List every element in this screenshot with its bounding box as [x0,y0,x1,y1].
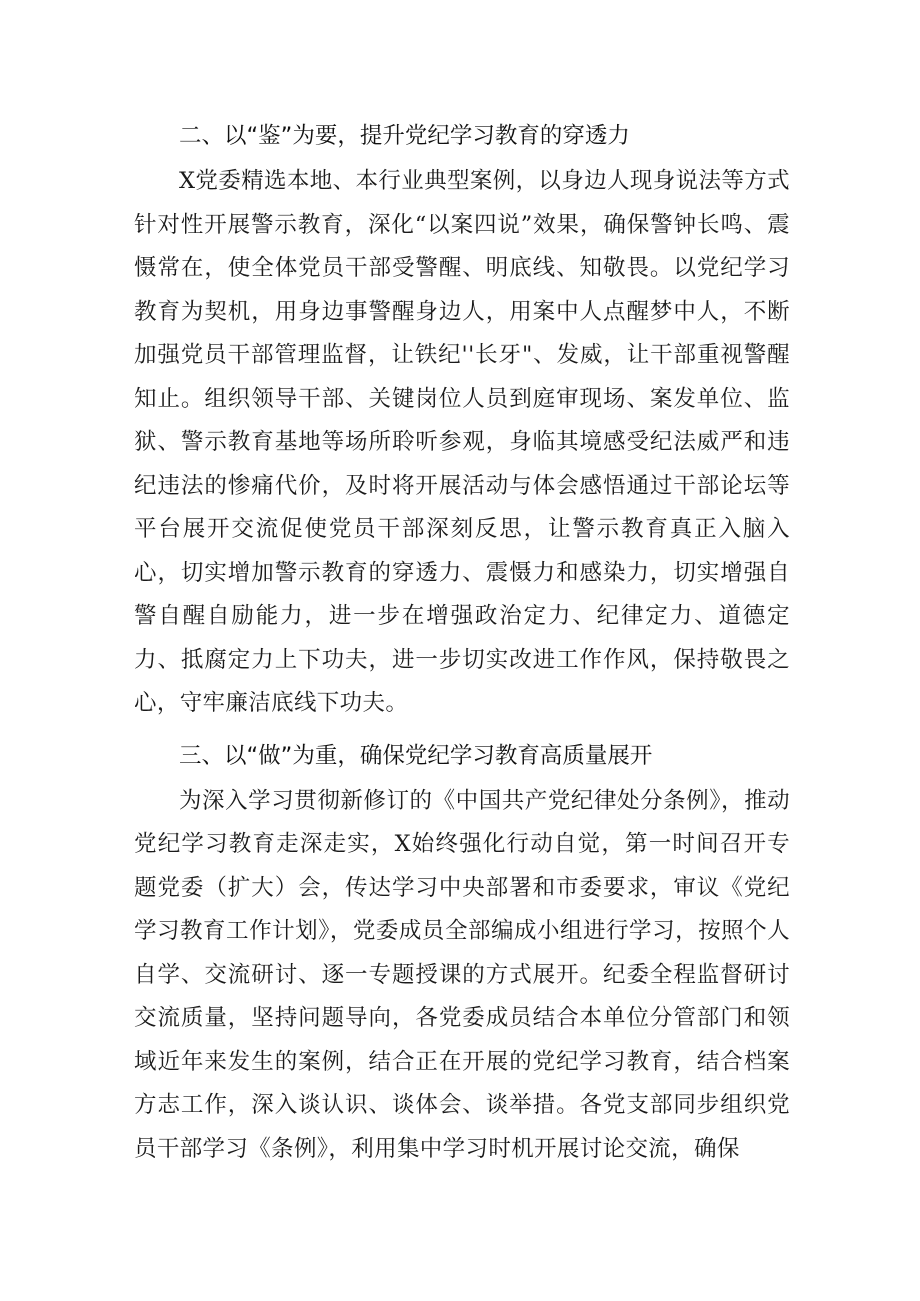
section-paragraph-3: 为深入学习贯彻新修订的《中国共产党纪律处分条例》，推动党纪学习教育走深走实，X始终强化行动自觉，第一时间召开专题党委（扩大）会，传达学习中央部署和市委要求，审议《党纪学习教育工作计划》，党委成员全部编成小组进行学习，按照个人自学、交流研讨、逐一专题授课的方式展开。纪委全程监督研讨交流质量，坚持问题导向，各党委成员结合本单位分管部门和领域近年来发生的案例，结合正在开展的党纪学习教育，结合档案方志工作，深入谈认识、谈体会、谈举措。各党支部同步组织党员干部学习《条例》，利用集中学习时机开展讨论交流，确保 [134,787,790,1162]
document-body [134,116,790,1171]
section-heading-2: 二、以“鉴”为要，提升党纪学习教育的穿透力 [179,123,630,149]
section-paragraph-2: X党委精选本地、本行业典型案例，以身边人现身说法等方式针对性开展警示教育，深化“以案四说”效果，确保警钟长鸣、震慑常在，使全体党员干部受警醒、明底线、知敬畏。以党纪学习教育为契机，用身边事警醒身边人，用案中人点醒梦中人，不断加强党员干部管理监督，让铁纪''长牙"、发威，让干部重视警醒知止。组织领导干部、关键岗位人员到庭审现场、案发单位、监狱、警示教育基地等场所聆听参观，身临其境感受纪法威严和违纪违法的惨痛代价，及时将开展活动与体会感悟通过干部论坛等平台展开交流促使党员干部深刻反思，让警示教育真正入脑入心，切实增加警示教育的穿透力、震慑力和感染力，切实增强自警自醒自励能力，进一步在增强政治定力、纪律定力、道德定力、抵腐定力上下功夫，进一步切实改进工作作风，保持敬畏之心，守牢廉洁底线下功夫。 [134,168,790,716]
section-heading-3: 三、以“做”为重，确保党纪学习教育高质量展开 [179,742,653,769]
